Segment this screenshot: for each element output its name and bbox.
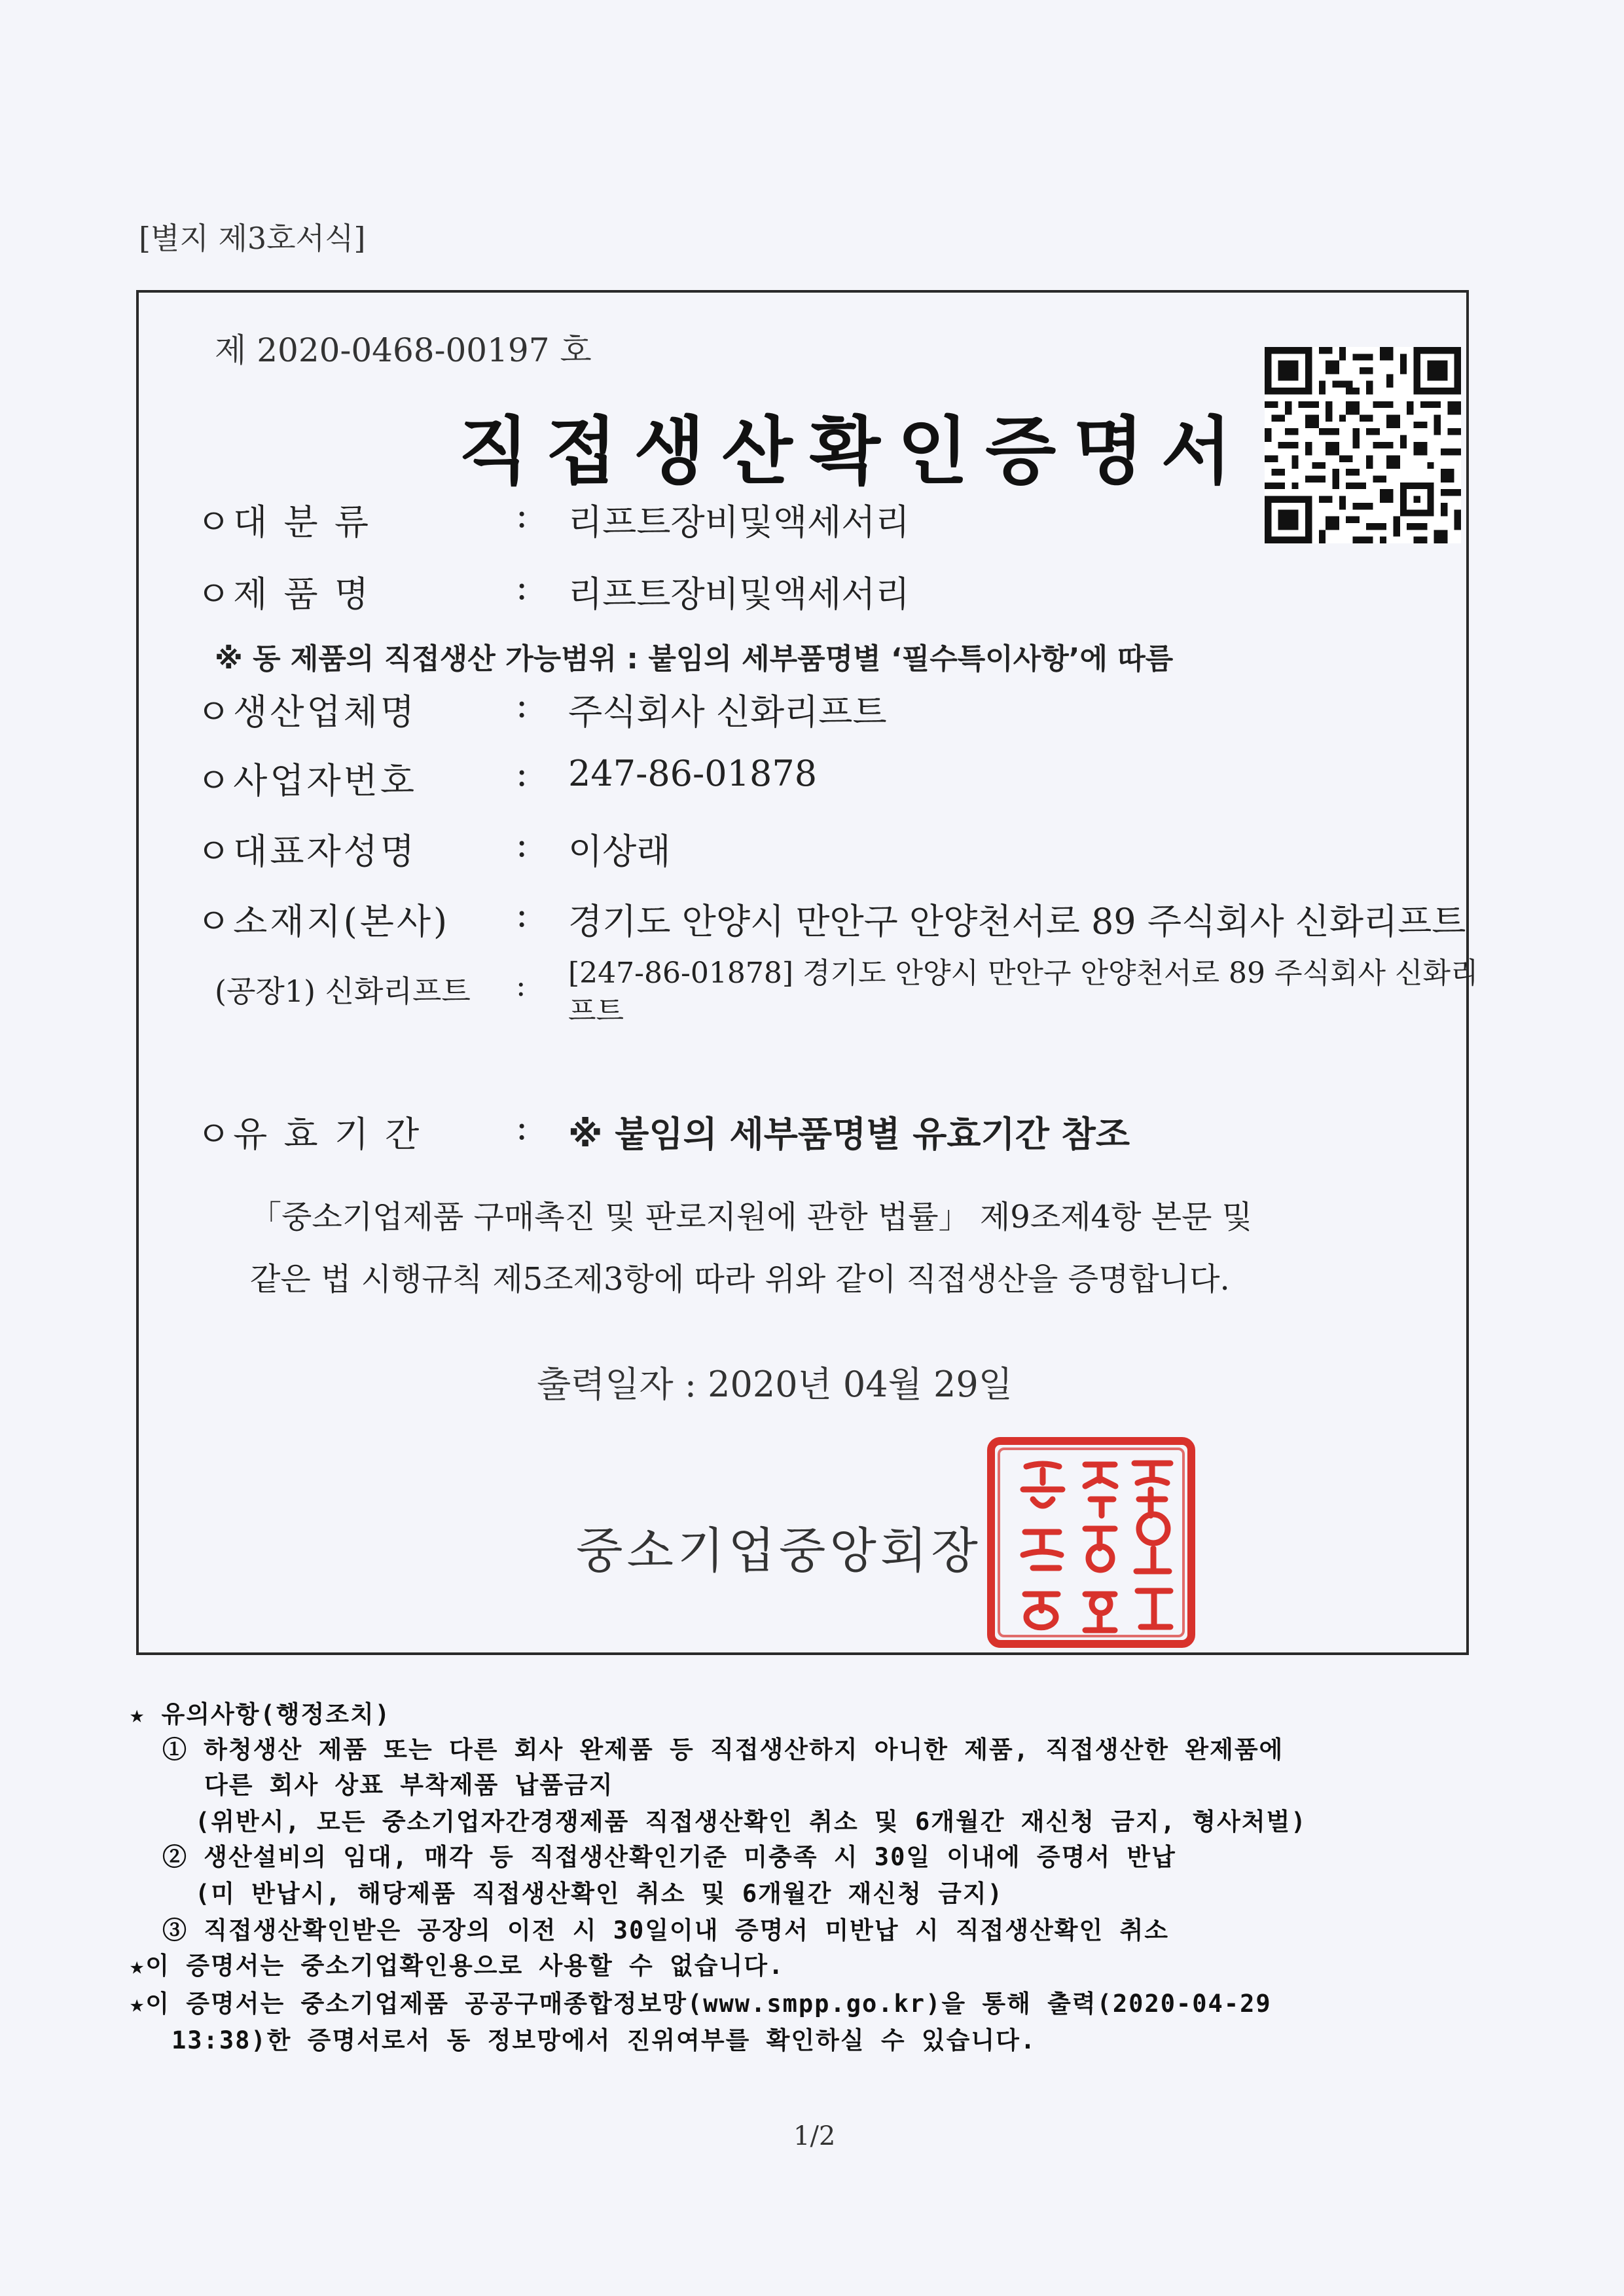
headquarters-label: ㅇ소재지(본사)	[196, 901, 450, 942]
official-seal-stamp	[987, 1437, 1195, 1648]
validity-label: ㅇ유 효 기 간	[196, 1114, 422, 1155]
issuer-name: 중소기업중앙회장	[576, 1523, 982, 1579]
business-number-colon: :	[516, 753, 528, 794]
notice-item2-line2: (미 반납시, 해당제품 직접생산확인 취소 및 6개월간 재신청 금지)	[195, 1880, 1003, 1908]
validity-value: ※ 붙임의 세부품명별 유효기간 참조	[568, 1114, 1130, 1155]
representative-value: 이상래	[568, 831, 671, 872]
certificate-number: 제 2020-0468-00197 호	[215, 331, 592, 369]
scope-note: ※ 동 제품의 직접생산 가능범위 : 붙임의 세부품명별 ‘필수특이사항’에 따름	[215, 642, 1174, 676]
notice-item1-line1: ① 하청생산 제품 또는 다른 회사 완제품 등 직접생산하지 아니한 제품, 직접생산한 완제품에	[162, 1736, 1284, 1764]
manufacturer-label: ㅇ생산업체명	[196, 691, 417, 733]
product-name-colon: :	[516, 566, 528, 608]
notice-item1-line2: 다른 회사 상표 부착제품 납품금지	[204, 1771, 614, 1799]
factory1-value: [247-86-01878] 경기도 안양시 만안구 안양천서로 89 주식회사 신화리프트	[568, 957, 1479, 1028]
notice-item3: ③ 직접생산확인받은 공장의 이전 시 30일이내 증명서 미반납 시 직접생산확인 취소	[162, 1916, 1170, 1944]
certificate-title: 직접생산확인증명서	[458, 409, 1249, 494]
notice-item1-line3: (위반시, 모든 중소기업자간경쟁제품 직접생산확인 취소 및 6개월간 재신청 금지, 형사처벌)	[195, 1808, 1307, 1836]
notice-star3-line1: ★이 증명서는 중소기업제품 공공구매종합정보망(www.smpp.go.kr)을 통해 출력(2020-04-29	[130, 1990, 1272, 2018]
category-label: ㅇ대 분 류	[196, 501, 371, 543]
notice-header: ★ 유의사항(행정조치)	[130, 1700, 391, 1728]
legal-text-line2: 같은 법 시행규칙 제5조제3항에 따라 위와 같이 직접생산을 증명합니다.	[250, 1261, 1230, 1298]
print-date: 출력일자 : 2020년 04월 29일	[537, 1364, 1013, 1405]
validity-colon: :	[516, 1106, 528, 1148]
headquarters-colon: :	[516, 894, 528, 935]
legal-text-line1: 「중소기업제품 구매촉진 및 판로지원에 관한 법률」 제9조제4항 본문 및	[250, 1199, 1253, 1235]
form-label: [별지 제3호서식]	[139, 221, 366, 256]
notice-star3-line2: 13:38)한 증명서로서 동 정보망에서 진위여부를 확인하실 수 있습니다.	[171, 2026, 1037, 2054]
category-colon: :	[516, 494, 528, 536]
factory1-label: (공장1) 신화리프트	[215, 974, 471, 1009]
product-name-label: ㅇ제 품 명	[196, 574, 371, 615]
business-number-label: ㅇ사업자번호	[196, 760, 417, 801]
page-number: 1/2	[793, 2121, 836, 2151]
business-number-value: 247-86-01878	[568, 753, 818, 794]
qr-code-icon	[1263, 347, 1462, 543]
manufacturer-colon: :	[516, 684, 528, 725]
manufacturer-value: 주식회사 신화리프트	[568, 691, 887, 733]
factory1-colon: :	[516, 968, 526, 1003]
representative-colon: :	[516, 824, 528, 865]
notice-item2-line1: ② 생산설비의 임대, 매각 등 직접생산확인기준 미충족 시 30일 이내에 증명서 반납	[162, 1843, 1176, 1871]
representative-label: ㅇ대표자성명	[196, 831, 417, 872]
headquarters-value: 경기도 안양시 만안구 안양천서로 89 주식회사 신화리프트	[568, 901, 1466, 942]
product-name-value: 리프트장비및액세서리	[568, 574, 910, 615]
category-value: 리프트장비및액세서리	[568, 501, 910, 543]
notice-star2: ★이 증명서는 중소기업확인용으로 사용할 수 없습니다.	[130, 1952, 785, 1980]
